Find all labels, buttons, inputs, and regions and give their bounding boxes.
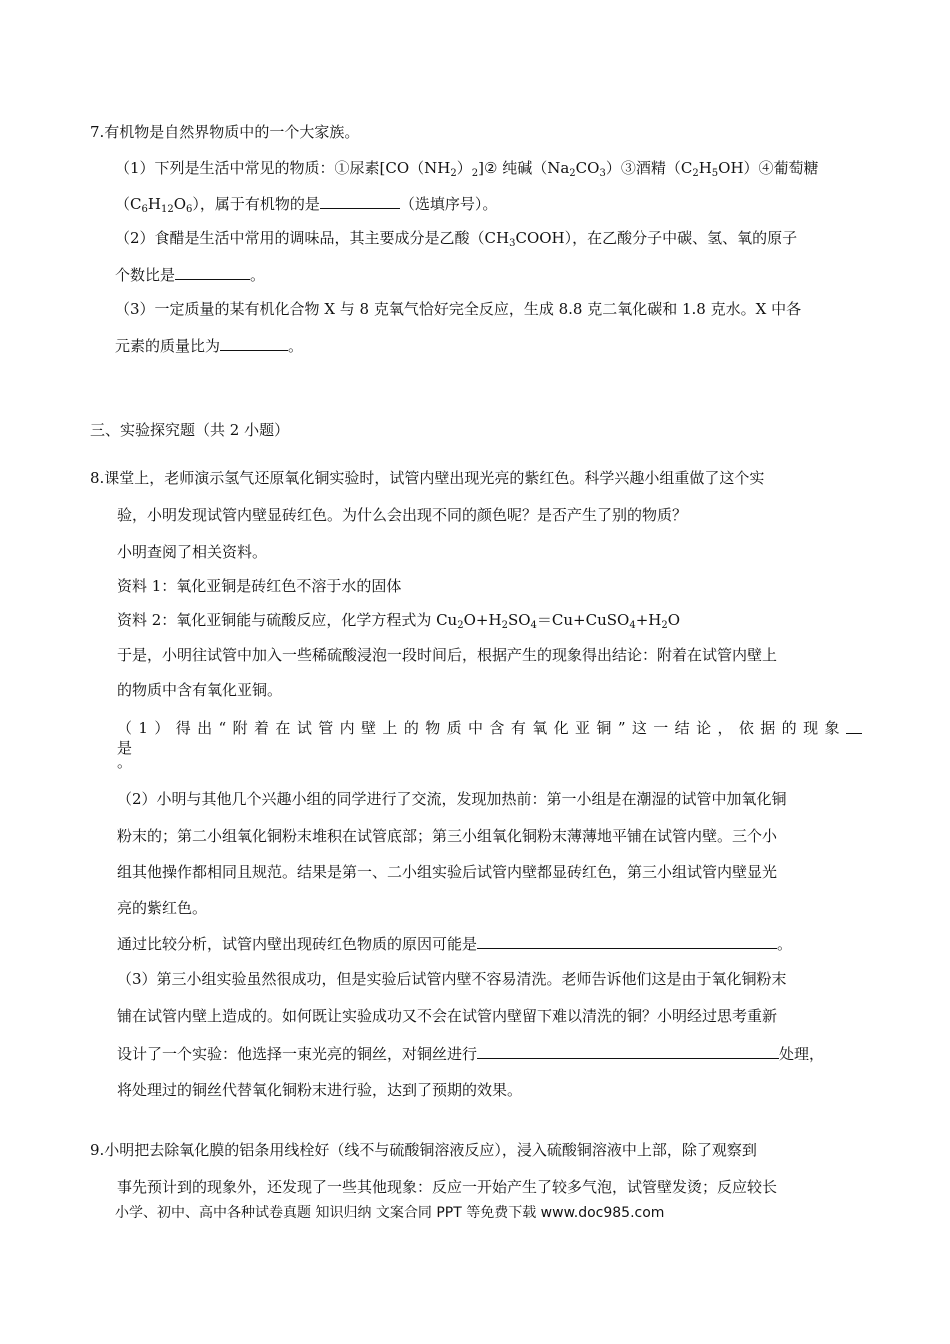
- q8-sub1-line2: 。: [117, 753, 133, 771]
- q8-sub3-line3: 设计了一个实验：他选择一束光亮的铜丝，对铜丝进行 处理，: [117, 1045, 825, 1063]
- q9-line1: 9.小明把去除氧化膜的铝条用线栓好（线不与硫酸铜溶液反应），浸入硫酸铜溶液中上部，除了观察到: [90, 1141, 757, 1159]
- q8-sub3-line2: 铺在试管内壁上造成的。如何既让实验成功又不会在试管内壁留下难以清洗的铜？小明经过思考重新: [117, 1007, 778, 1025]
- q8-sub3-line4: 将处理过的铜丝代替氧化铜粉末进行验，达到了预期的效果。: [117, 1081, 523, 1099]
- section-heading: 三、实验探究题（共 2 小题）: [90, 421, 290, 439]
- answer-blank[interactable]: [846, 718, 862, 734]
- page-footer: 小学、初中、高中各种试卷真题 知识归纳 文案合同 PPT 等免费下载 www.doc985.com: [115, 1205, 665, 1221]
- q8-sub2-line4: 亮的紫红色。: [117, 899, 208, 917]
- q8-line7: 的物质中含有氧化亚铜。: [117, 681, 283, 699]
- q7-stem: 7.有机物是自然界物质中的一个大家族。: [90, 123, 360, 141]
- q8-sub3-line1: （3）第三小组实验虽然很成功，但是实验后试管内壁不容易清洗。老师告诉他们这是由于氧化铜粉末: [117, 970, 787, 988]
- q8-line1: 8.课堂上，老师演示氢气还原氧化铜实验时，试管内壁出现光亮的紫红色。科学兴趣小组重做了这个实: [90, 469, 765, 487]
- q7-part1-line1: （1）下列是生活中常见的物质：①尿素$[CO(NH_2)_2]②$ 纯碱$(Na_2CO_3)③$酒精$(C_2H_5OH)④$葡萄糖: [115, 159, 819, 179]
- q8-line3: 小明查阅了相关资料。: [117, 543, 268, 561]
- q9-line2: 事先预计到的现象外，还发现了一些其他现象：反应一开始产生了较多气泡，试管壁发烫；反应较长: [117, 1178, 778, 1196]
- answer-blank[interactable]: [175, 264, 250, 280]
- q8-sub2-line3: 组其他操作都相同且规范。结果是第一、二小组实验后试管内壁都显砖红色，第三小组试管内壁显光: [117, 863, 778, 881]
- q8-sub2-line5: 通过比较分析，试管内壁出现砖红色物质的原因可能是 。: [117, 935, 793, 953]
- q8-sub2-line2: 粉末的；第二小组氧化铜粉末堆积在试管底部；第三小组氧化铜粉末薄薄地平铺在试管内壁。三个小: [117, 827, 778, 845]
- q7-part3-line1: （3）一定质量的某有机化合物 X 与 8 克氧气恰好完全反应，生成 8.8 克二氧化碳和 1.8 克水。X 中各: [115, 300, 802, 318]
- q7-part2-line2: 个数比是 。: [115, 266, 266, 284]
- q8-sub2-line1: （2）小明与其他几个兴趣小组的同学进行了交流，发现加热前：第一小组是在潮湿的试管中加氧化铜: [117, 790, 787, 808]
- q8-line2: 验，小明发现试管内壁显砖红色。为什么会出现不同的颜色呢？是否产生了别的物质？: [117, 506, 688, 524]
- q8-line4: 资料 1：氧化亚铜是砖红色不溶于水的固体: [117, 577, 402, 595]
- q7-part3-line2: 元素的质量比为 。: [115, 337, 304, 355]
- q7-part1-line2: $(C_6H_{12}O_6)$，属于有机物的是 （选填序号）。: [115, 195, 498, 215]
- q8-sub1-line1: （1）得出“附着在试管内壁上的物质中含有氧化亚铜”这一结论，依据的现象是: [117, 718, 862, 758]
- q8-line6: 于是，小明往试管中加入一些稀硫酸浸泡一段时间后，根据产生的现象得出结论：附着在试管内壁上: [117, 646, 778, 664]
- answer-blank[interactable]: [320, 193, 400, 209]
- answer-blank[interactable]: [477, 933, 777, 949]
- q7-part2-line1: （2）食醋是生活中常用的调味品，其主要成分是乙酸$(CH_3COOH)$，在乙酸分子中碳、氢、氧的原子: [115, 229, 798, 249]
- answer-blank[interactable]: [477, 1043, 779, 1059]
- q8-line5: 资料 2：氧化亚铜能与硫酸反应，化学方程式为 $Cu_2O+H_2SO_4=Cu+CuSO_4+H_2O$: [117, 611, 681, 631]
- answer-blank[interactable]: [220, 335, 288, 351]
